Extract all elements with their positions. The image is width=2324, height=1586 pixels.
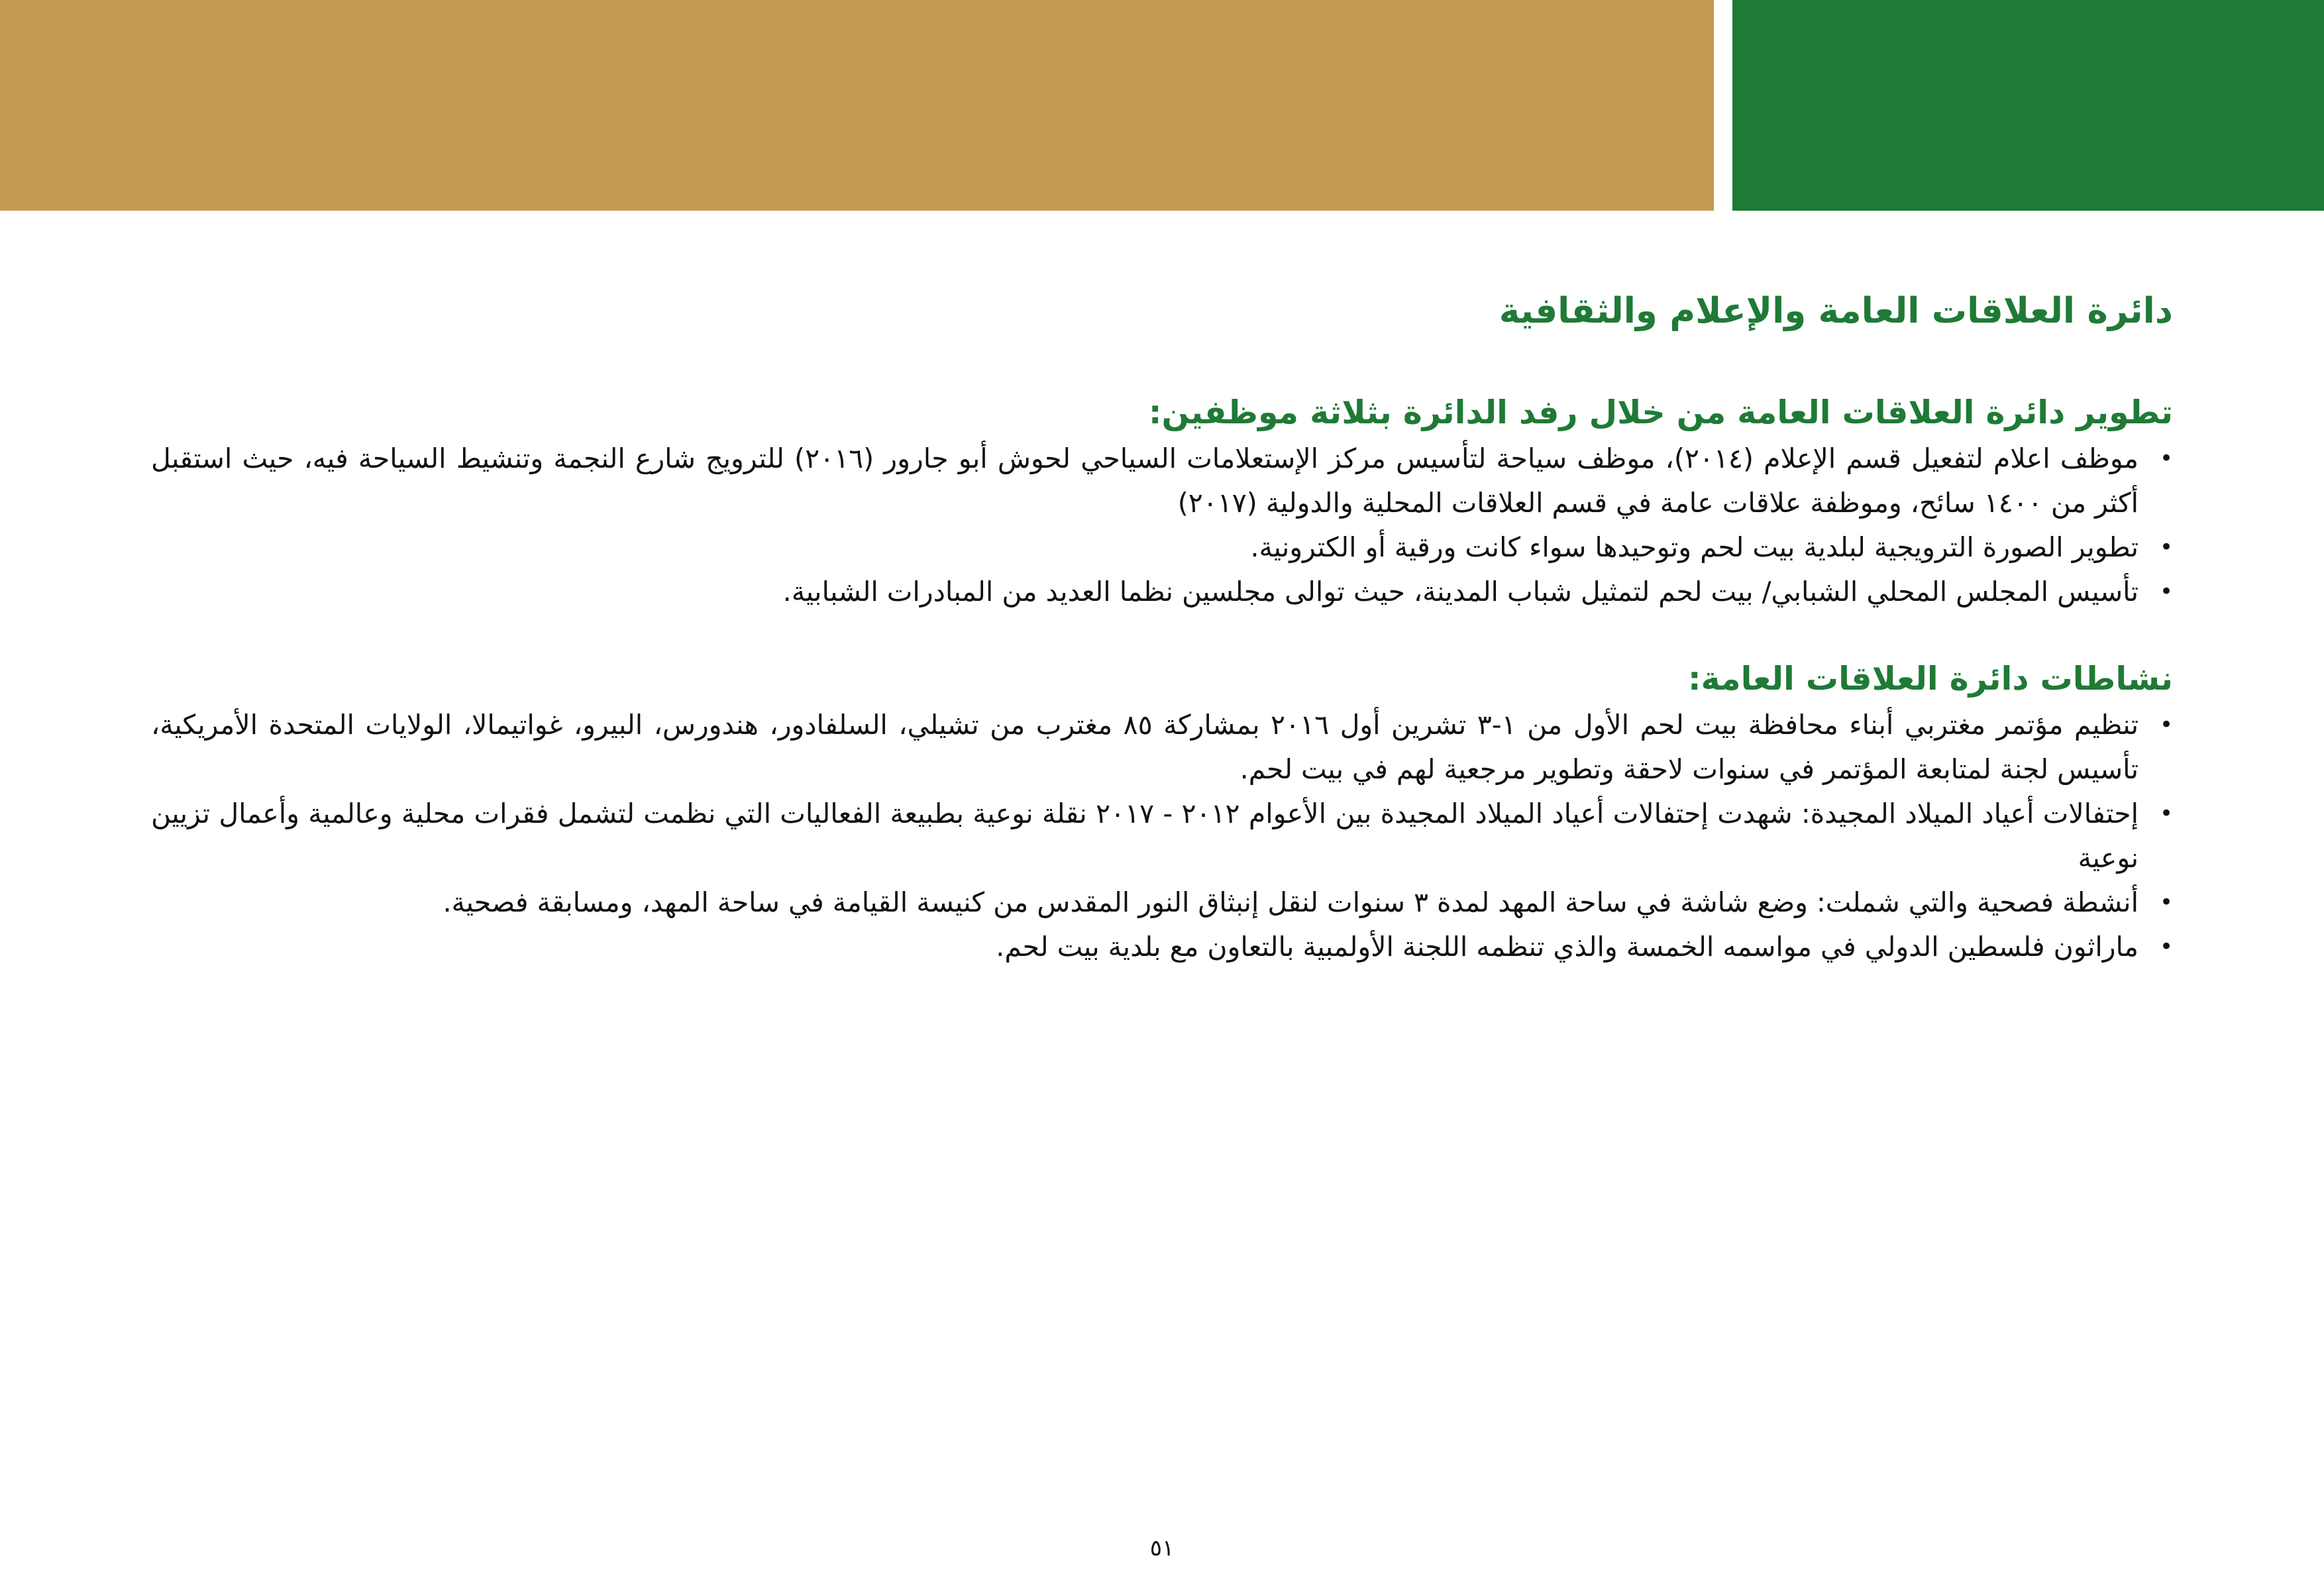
list-item bbox=[151, 925, 2173, 969]
page-content bbox=[151, 275, 2173, 969]
list-item bbox=[151, 525, 2173, 570]
bullet-icon: • bbox=[2159, 578, 2173, 605]
list-item-text: تنظيم مؤتمر مغتربي أبناء محافظة بيت لحم الأول من ١-٣ تشرين أول ٢٠١٦ بمشاركة ٨٥ مغترب من تشيلي، السلفادور، هندورس، البيرو، غواتيمالا، الولايات المتحدة الأمريكية، تأسيس لجنة لمتابعة المؤتمر في سنوات لاحقة وتطوير مرجعية لهم في بيت لحم. bbox=[151, 709, 2139, 785]
bullet-list-activities bbox=[151, 703, 2173, 969]
list-item-text: إحتفالات أعياد الميلاد المجيدة: شهدت إحتفالات أعياد الميلاد المجيدة بين الأعوام ٢٠١٢ - ٢٠١٧ نقلة نوعية بطبيعة الفعاليات التي نظمت لتشمل فقرات محلية وعالمية وأعمال تزيين نوعية bbox=[151, 798, 2139, 874]
bullet-icon: • bbox=[2159, 534, 2173, 560]
list-item bbox=[151, 792, 2173, 880]
bullet-icon: • bbox=[2159, 445, 2173, 472]
header-green-bar bbox=[1732, 0, 2324, 211]
section-spacer bbox=[151, 614, 2173, 655]
page-number: ٥١ bbox=[1149, 1535, 1175, 1561]
list-item bbox=[151, 880, 2173, 925]
bullet-list-staff-development bbox=[151, 437, 2173, 614]
bullet-icon: • bbox=[2159, 712, 2173, 738]
page-title: دائرة العلاقات العامة والإعلام والثقافية bbox=[1499, 291, 2173, 331]
bullet-icon: • bbox=[2159, 800, 2173, 827]
list-item bbox=[151, 703, 2173, 792]
list-item-text: ماراثون فلسطين الدولي في مواسمه الخمسة والذي تنظمه اللجنة الأولمبية بالتعاون مع بلدية بيت لحم. bbox=[996, 931, 2139, 963]
list-item-text: أنشطة فصحية والتي شملت: وضع شاشة في ساحة المهد لمدة ٣ سنوات لنقل إنبثاق النور المقدس من كنيسة القيامة في ساحة المهد، ومسابقة فصحية. bbox=[443, 886, 2139, 918]
list-item bbox=[151, 570, 2173, 614]
list-item bbox=[151, 437, 2173, 525]
list-item-text: تأسيس المجلس المحلي الشبابي/ بيت لحم لتمثيل شباب المدينة، حيث توالى مجلسين نظما العديد من المبادرات الشبابية. bbox=[782, 576, 2139, 608]
section-heading-staff-development: تطوير دائرة العلاقات العامة من خلال رفد الدائرة بثلاثة موظفين: bbox=[1148, 394, 2173, 431]
list-item-text: تطوير الصورة الترويجية لبلدية بيت لحم وتوحيدها سواء كانت ورقية أو الكترونية. bbox=[1250, 531, 2139, 563]
section-heading-activities: نشاطات دائرة العلاقات العامة: bbox=[1687, 660, 2173, 698]
bullet-icon: • bbox=[2159, 933, 2173, 960]
bullet-icon: • bbox=[2159, 889, 2173, 916]
list-item-text: موظف اعلام لتفعيل قسم الإعلام (٢٠١٤)، موظف سياحة لتأسيس مركز الإستعلامات السياحي لحوش أبو جارور (٢٠١٦) للترويج شارع النجمة وتنشيط السياحة فيه، حيث استقبل أكثر من ١٤٠٠ سائح، وموظفة علاقات عامة في قسم العلاقات المحلية والدولية (٢٠١٧) bbox=[151, 443, 2139, 519]
header-gold-bar bbox=[0, 0, 1714, 211]
